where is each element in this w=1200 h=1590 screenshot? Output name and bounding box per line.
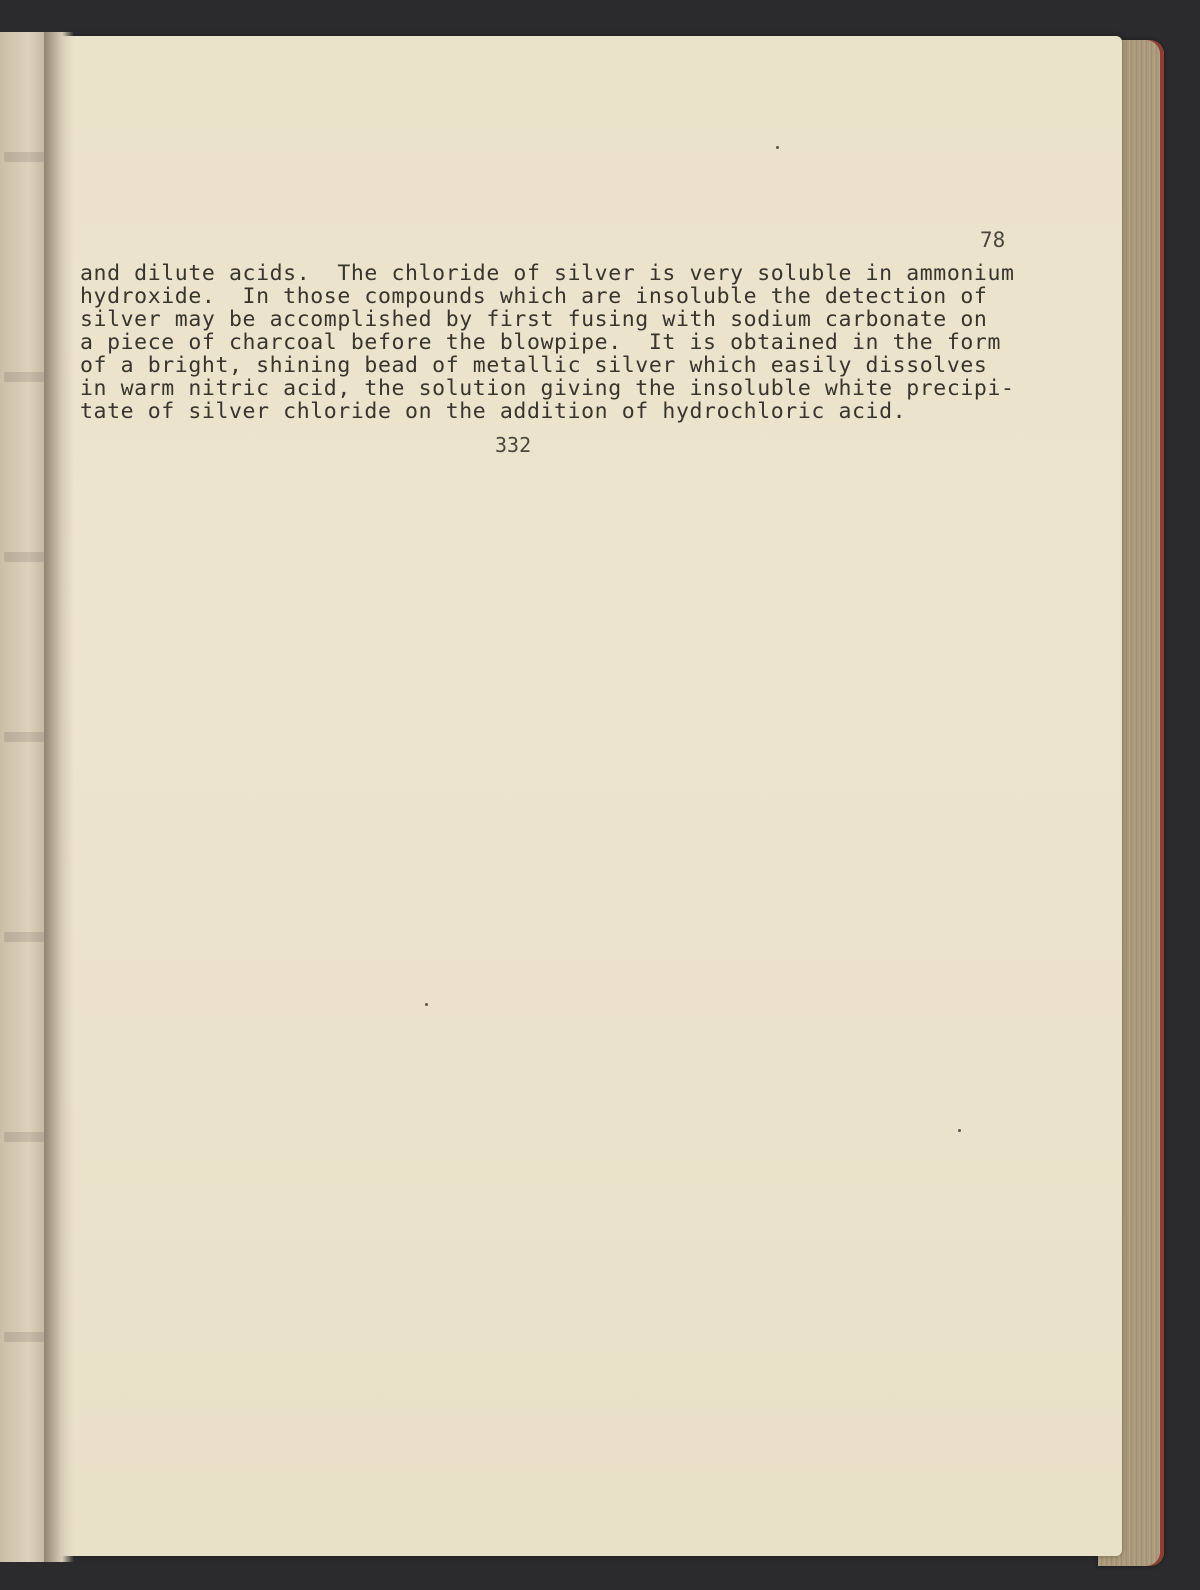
bleed-through-mark	[4, 932, 44, 942]
text-line: silver may be accomplished by first fusing with sodium carbonate on	[80, 307, 988, 332]
paper-speck	[958, 1129, 961, 1132]
paper-speck	[425, 1003, 428, 1006]
bleed-through-mark	[4, 152, 44, 162]
paper-speck	[776, 146, 779, 149]
bleed-through-mark	[4, 552, 44, 562]
text-line: tate of silver chloride on the addition of hydrochloric acid.	[80, 399, 907, 424]
page-number: 78	[980, 228, 1006, 252]
reference-number: 332	[495, 433, 532, 457]
text-line: and dilute acids. The chloride of silver is very soluble in ammonium	[80, 261, 1015, 286]
bleed-through-mark	[4, 732, 44, 742]
bleed-through-mark	[4, 1132, 44, 1142]
bleed-through-mark	[4, 1332, 44, 1342]
text-line: in warm nitric acid, the solution giving the insoluble white precipi-	[80, 376, 1015, 401]
bleed-through-mark	[4, 372, 44, 382]
text-line: a piece of charcoal before the blowpipe. It is obtained in the form	[80, 330, 1001, 355]
book-gutter	[44, 32, 74, 1562]
body-paragraph	[80, 262, 1060, 423]
text-line: of a bright, shining bead of metallic silver which easily dissolves	[80, 353, 988, 378]
text-line: hydroxide. In those compounds which are insoluble the detection of	[80, 284, 988, 309]
